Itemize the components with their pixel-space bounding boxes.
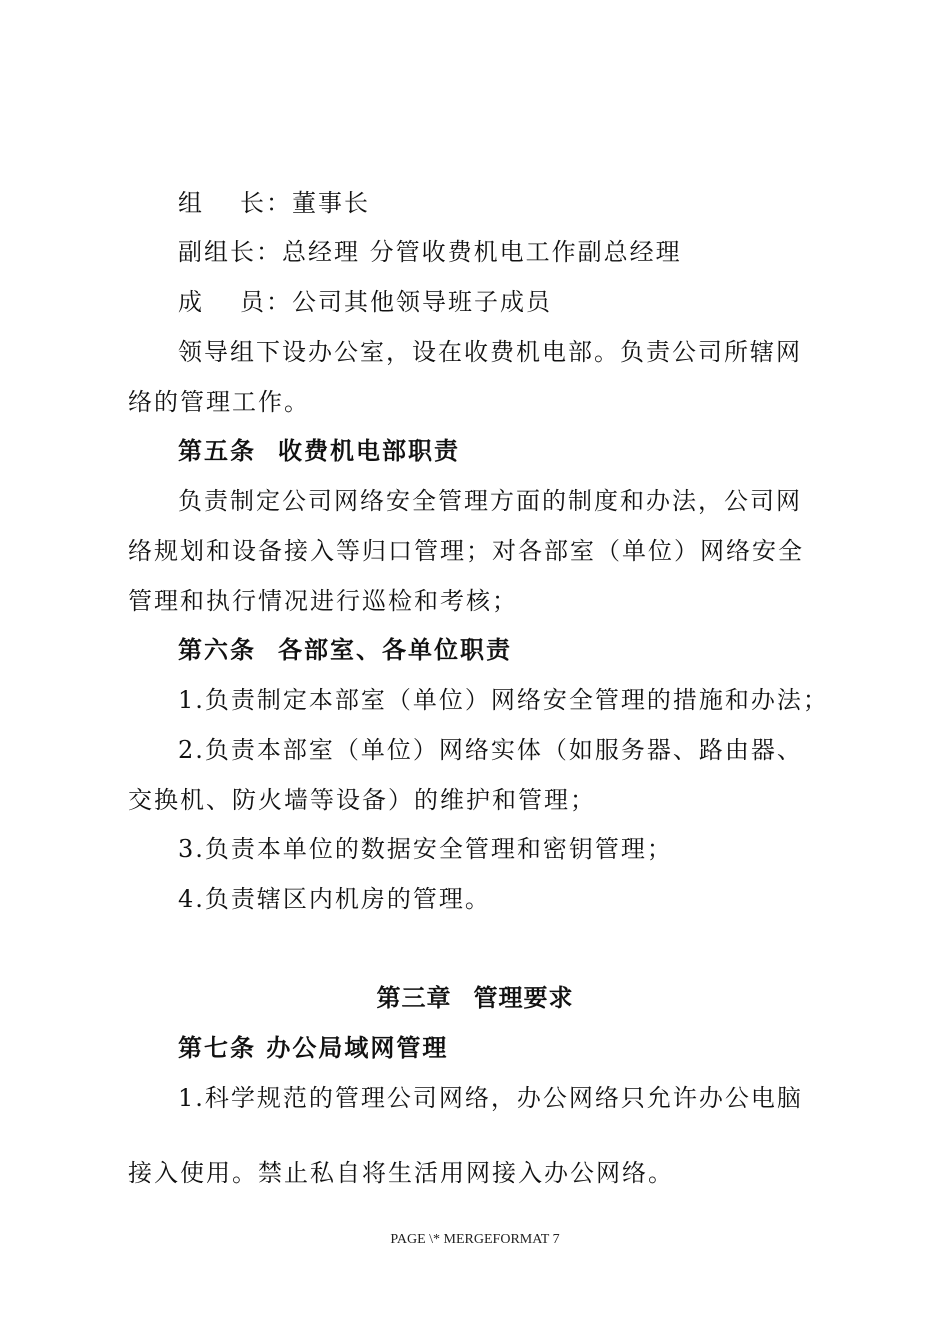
chapter-3-number: 第三章 xyxy=(376,984,452,1012)
article-6-number: 第六条 xyxy=(178,636,256,664)
chapter-3-title: 管理要求 xyxy=(473,984,574,1012)
article-5-line-2: 络规划和设备接入等归口管理；对各部室（单位）网络安全 xyxy=(128,537,804,565)
article-6-title: 各部室、各单位职责 xyxy=(278,636,512,664)
article-5-number: 第五条 xyxy=(178,437,256,465)
article-5-line-3: 管理和执行情况进行巡检和考核； xyxy=(128,587,518,615)
article-6-item-2-cont: 交换机、防火墙等设备）的维护和管理； xyxy=(128,786,596,814)
office-paragraph-line-1: 领导组下设办公室，设在收费机电部。负责公司所辖网 xyxy=(178,338,802,366)
leader-value: 董事长 xyxy=(292,189,370,217)
article-6-heading xyxy=(178,635,512,665)
article-6-item-1: 1.负责制定本部室（单位）网络安全管理的措施和办法； xyxy=(178,686,829,714)
article-7-line-2: 接入使用。禁止私自将生活用网接入办公网络。 xyxy=(128,1159,674,1187)
members-value: 公司其他领导班子成员 xyxy=(292,288,552,316)
article-5-title: 收费机电部职责 xyxy=(278,437,460,465)
leader-line xyxy=(178,188,370,218)
office-paragraph-line-2: 络的管理工作。 xyxy=(128,388,310,416)
leader-label-part1: 组 xyxy=(178,189,204,217)
members-label-part2: 员： xyxy=(240,288,292,316)
article-7-heading: 第七条 办公局域网管理 xyxy=(178,1034,449,1062)
article-6-item-3: 3.负责本单位的数据安全管理和密钥管理； xyxy=(178,835,673,863)
members-line xyxy=(178,287,552,317)
leader-label-part2: 长： xyxy=(240,189,292,217)
deputy-leader-line xyxy=(178,237,682,267)
article-7-line-1: 1.科学规范的管理公司网络，办公网络只允许办公电脑 xyxy=(178,1084,803,1112)
article-5-heading xyxy=(178,436,460,466)
article-6-item-2: 2.负责本部室（单位）网络实体（如服务器、路由器、 xyxy=(178,736,803,764)
article-5-line-1: 负责制定公司网络安全管理方面的制度和办法，公司网 xyxy=(178,487,802,515)
deputy-value: 总经理 分管收费机电工作副总经理 xyxy=(282,238,682,266)
members-label-part1: 成 xyxy=(178,288,204,316)
chapter-3-heading xyxy=(0,983,950,1013)
deputy-label: 副组长： xyxy=(178,238,282,266)
page-footer: PAGE \* MERGEFORMAT 7 xyxy=(390,1232,560,1247)
article-6-item-4: 4.负责辖区内机房的管理。 xyxy=(178,885,491,913)
